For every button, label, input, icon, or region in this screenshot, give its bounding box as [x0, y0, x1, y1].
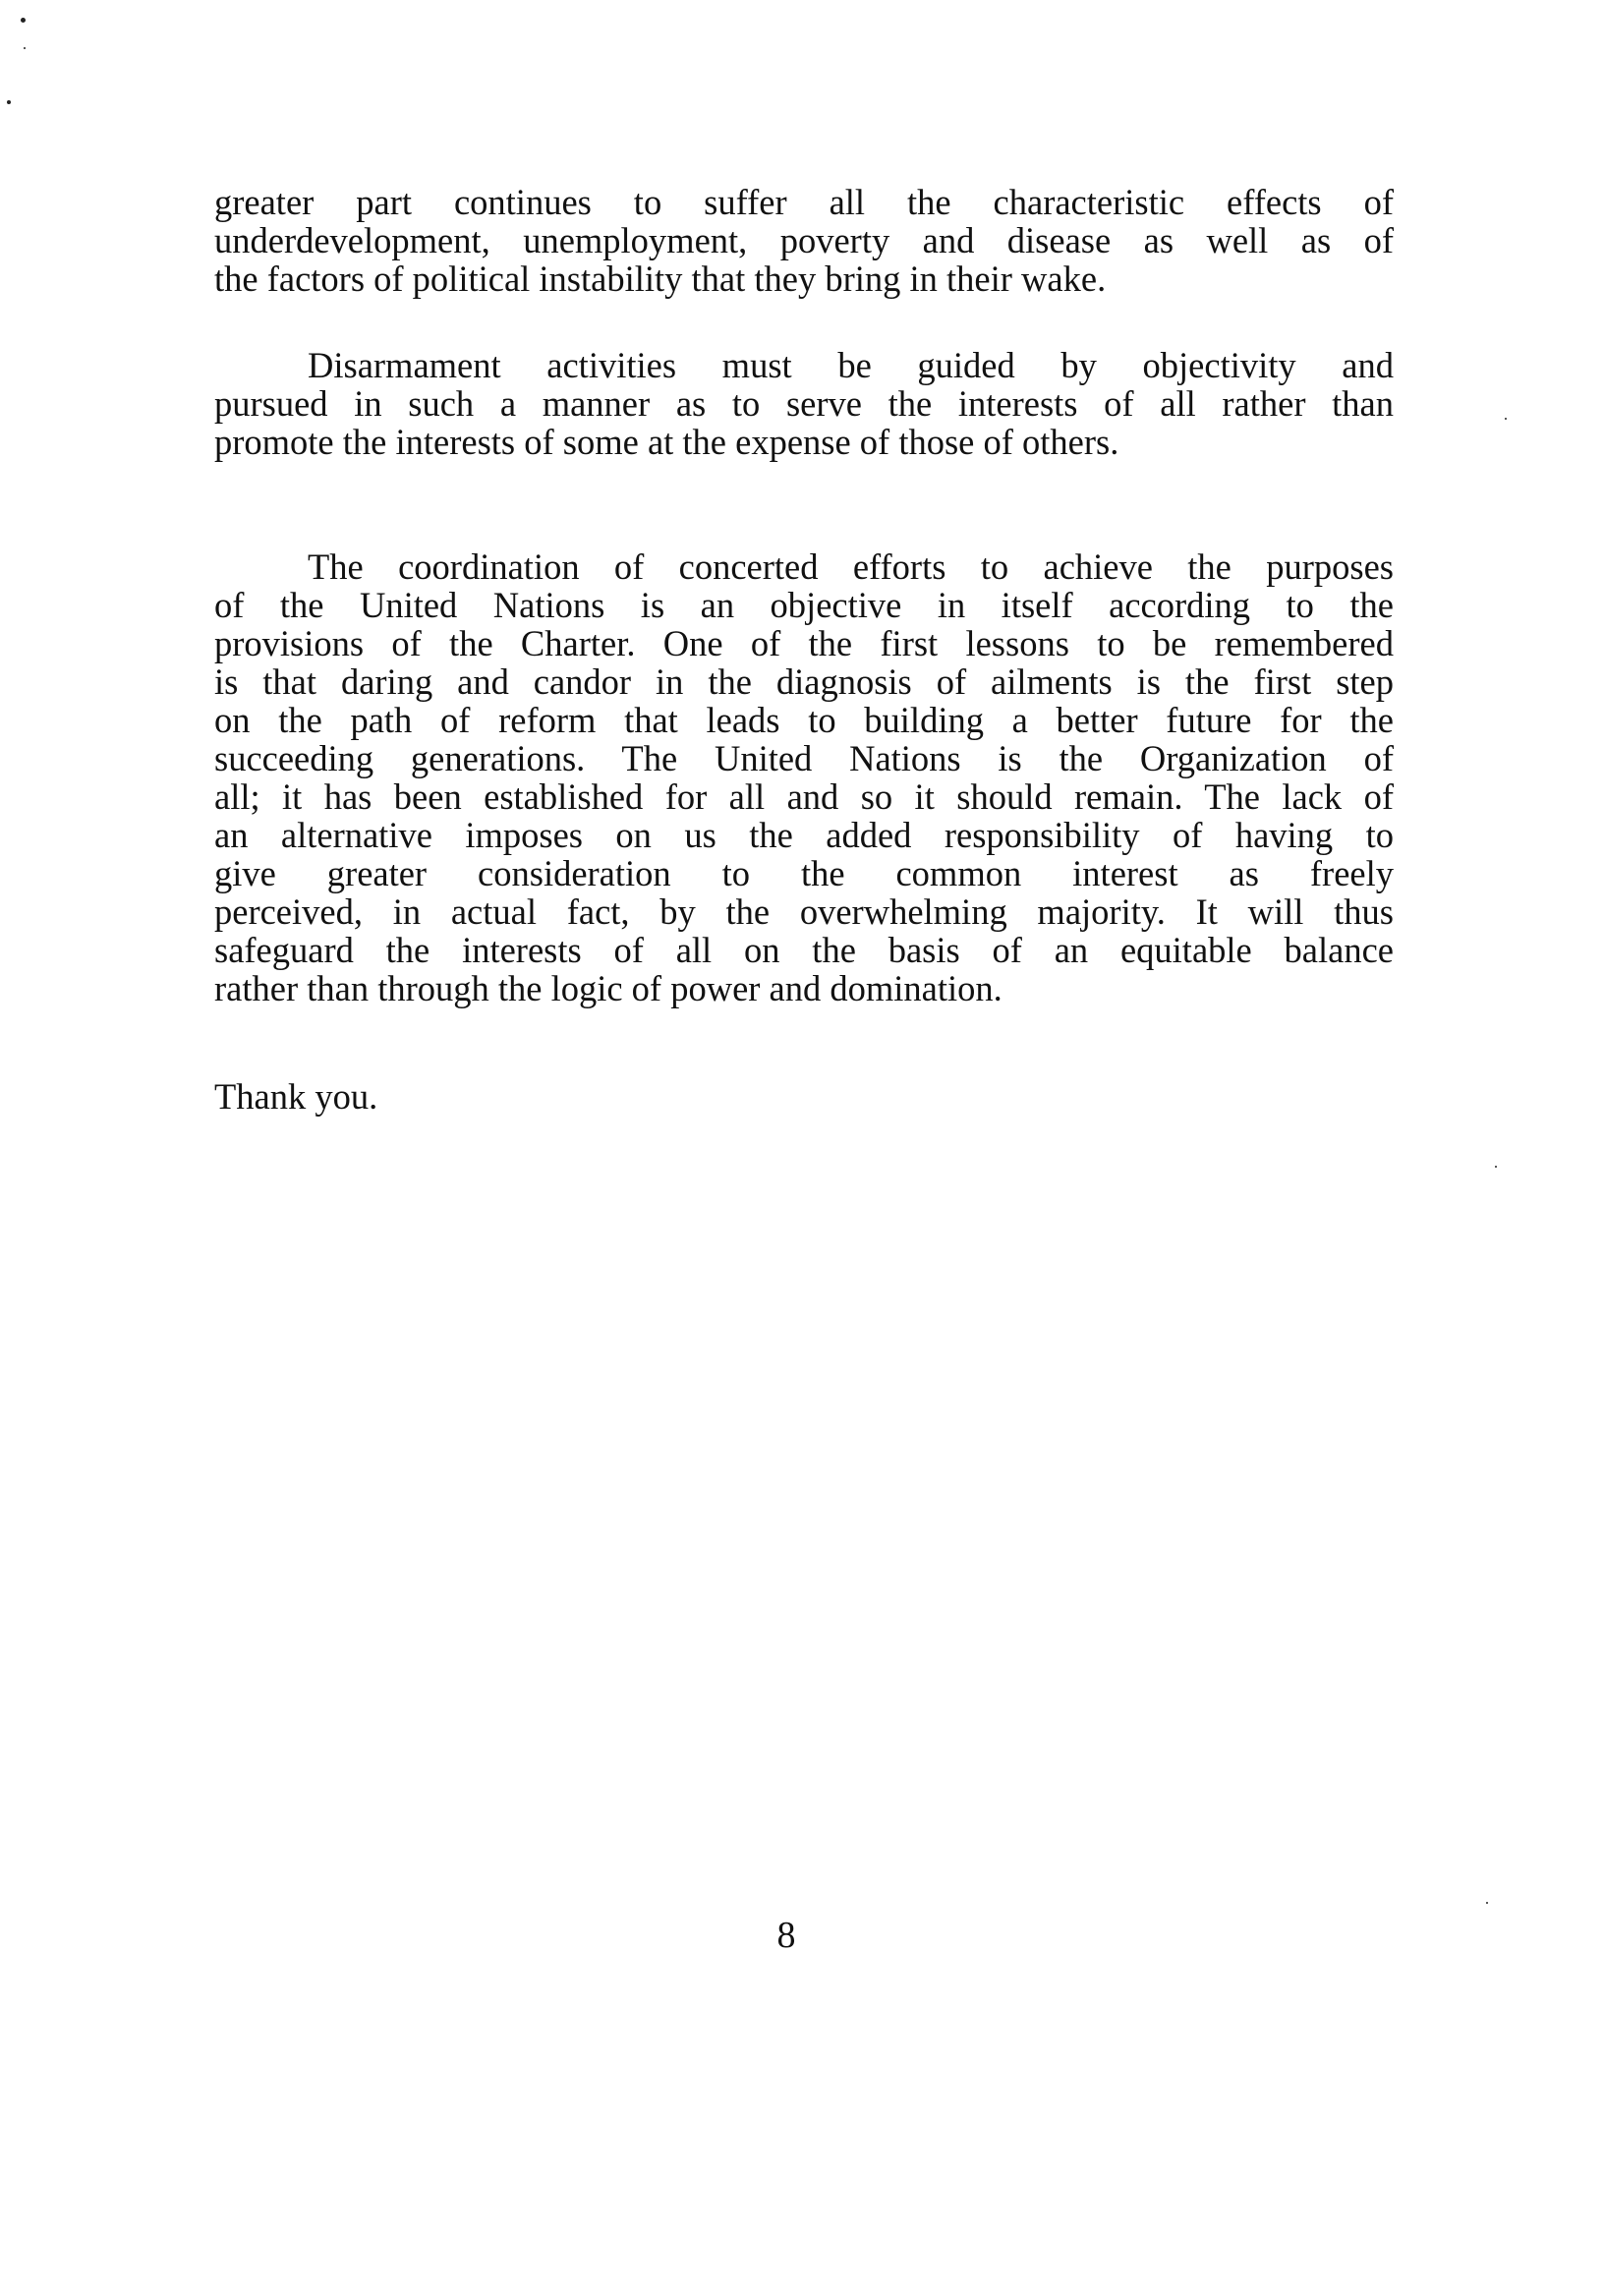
- paragraph-line: an alternative imposes on us the added responsibility of having to: [214, 815, 1394, 855]
- paragraph-line: on the path of reform that leads to building a better future for the: [214, 700, 1394, 740]
- paragraph-1: [214, 183, 1394, 298]
- paragraph-2: [214, 346, 1394, 461]
- paragraph-line: provisions of the Charter. One of the first lessons to be remembered: [214, 623, 1394, 663]
- paragraph-line: rather than through the logic of power and domination.: [214, 968, 1002, 1008]
- scan-speck: [21, 18, 26, 23]
- paragraph-line: all; it has been established for all and so it should remain. The lack of: [214, 776, 1394, 817]
- paragraph-3: [214, 547, 1394, 1007]
- paragraph-line: greater part continues to suffer all the characteristic effects of: [214, 182, 1394, 222]
- paragraph-line: give greater consideration to the common interest as freely: [214, 853, 1394, 893]
- scan-speck: [24, 47, 26, 49]
- closing-remark: Thank you.: [214, 1076, 378, 1117]
- paragraph-line: The coordination of concerted efforts to achieve the purposes: [308, 546, 1394, 587]
- paragraph-line: perceived, in actual fact, by the overwhelming majority. It will thus: [214, 891, 1394, 932]
- paragraph-line: is that daring and candor in the diagnosis of ailments is the first step: [214, 661, 1394, 702]
- scan-speck: [7, 100, 11, 104]
- paragraph-line: pursued in such a manner as to serve the interests of all rather than: [214, 383, 1394, 424]
- paragraph-line: safeguard the interests of all on the basis of an equitable balance: [214, 930, 1394, 970]
- paragraph-line: the factors of political instability that they bring in their wake.: [214, 258, 1107, 299]
- paragraph-line: Disarmament activities must be guided by objectivity and: [308, 345, 1394, 385]
- paragraph-line: of the United Nations is an objective in itself according to the: [214, 585, 1394, 625]
- page-number: 8: [776, 1915, 796, 1956]
- scan-speck: [1495, 1166, 1497, 1168]
- scan-speck: [1486, 1902, 1488, 1904]
- paragraph-line: promote the interests of some at the expense of those of others.: [214, 422, 1119, 462]
- paragraph-line: underdevelopment, unemployment, poverty and disease as well as of: [214, 220, 1394, 260]
- paragraph-line: succeeding generations. The United Nations is the Organization of: [214, 738, 1394, 778]
- scan-speck: [1505, 418, 1507, 420]
